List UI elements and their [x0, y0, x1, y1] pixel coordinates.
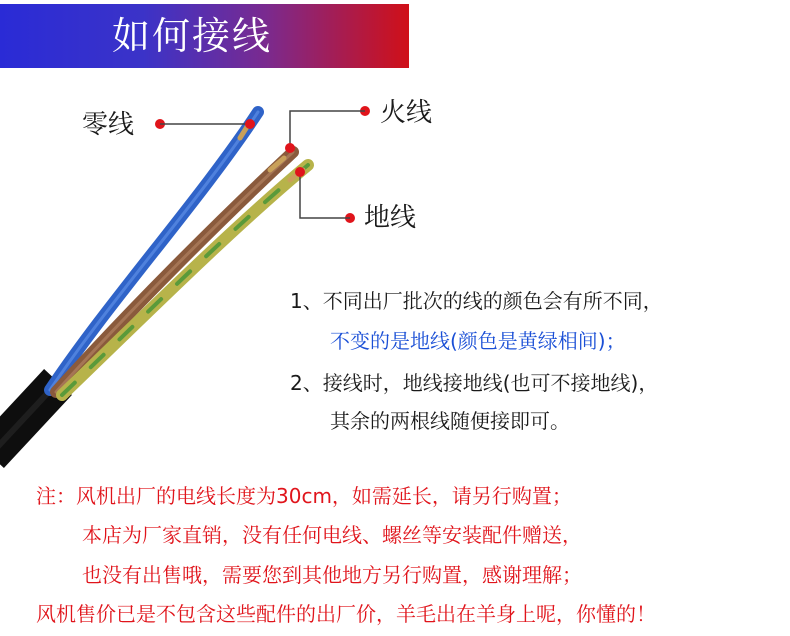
banner-title: 如何接线 — [112, 14, 273, 58]
footer-line-4: 风机售价已是不包含这些配件的出厂价，羊毛出在羊身上呢，你懂的！ — [36, 602, 656, 626]
neutral-wire-label: 零线 — [82, 110, 135, 140]
footer-line-3: 也没有出售哦，需要您到其他地方另行购置，感谢理解； — [82, 563, 582, 587]
note-line-1: 1、不同出厂批次的线的颜色会有所不同， — [290, 289, 663, 313]
footer-line-1: 注：风机出厂的电线长度为30cm，如需延长，请另行购置； — [36, 484, 572, 508]
live-wire — [56, 152, 293, 392]
ground-wire-label: 地线 — [364, 203, 417, 233]
footer-line-2: 本店为厂家直销，没有任何电线、螺丝等安装配件赠送， — [82, 523, 582, 547]
note-line-3: 2、接线时，地线接地线(也可不接地线)， — [290, 371, 659, 395]
note-line-4: 其余的两根线随便接即可。 — [330, 409, 570, 433]
note-line-2: 不变的是地线(颜色是黄绿相间)； — [330, 329, 626, 353]
live-wire-label: 火线 — [380, 98, 433, 128]
